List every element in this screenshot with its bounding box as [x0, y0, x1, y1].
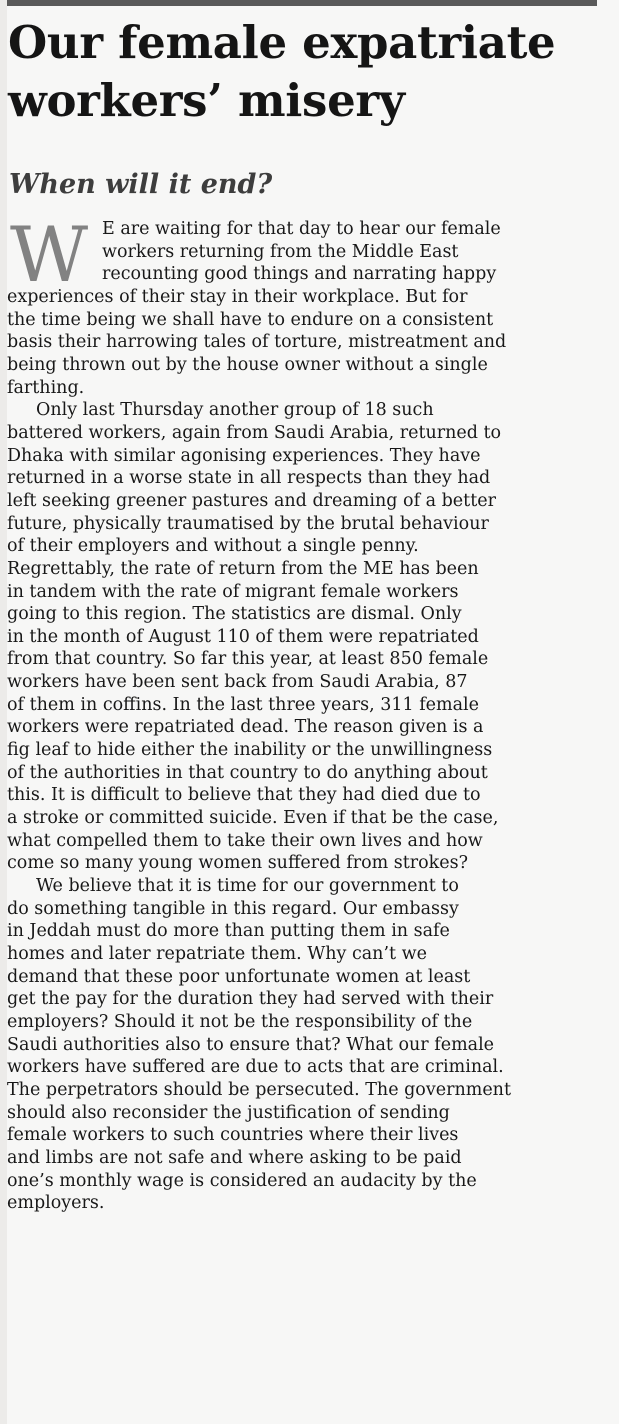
body-line: workers returning from the Middle East [102, 241, 459, 262]
page-margin [0, 0, 7, 1424]
body-line: left seeking greener pastures and dreaming of a better [7, 490, 496, 511]
body-line: of their employers and without a single penny. [7, 536, 419, 557]
body-line: farthing. [7, 377, 85, 398]
body-line: being thrown out by the house owner without a single [7, 354, 488, 375]
body-line: demand that these poor unfortunate women at least [7, 966, 471, 987]
body-line: of the authorities in that country to do anything about [7, 762, 488, 783]
body-line: future, physically traumatised by the brutal behaviour [7, 513, 489, 534]
body-line: what compelled them to take their own lives and how [7, 830, 483, 851]
body-line: this. It is difficult to believe that they had died due to [7, 785, 481, 806]
body-line: and limbs are not safe and where asking to be paid [7, 1147, 462, 1168]
body-line: in the month of August 110 of them were repatriated [7, 626, 479, 647]
body-line: the time being we shall have to endure on a consistent [7, 309, 494, 330]
body-line: should also reconsider the justification of sending [7, 1102, 450, 1123]
body-line: homes and later repatriate them. Why can’t we [7, 944, 427, 964]
body-line: Dhaka with similar agonising experiences. They have [7, 445, 481, 466]
body-line: from that country. So far this year, at least 850 female [7, 649, 489, 670]
body-line: returned in a worse state in all respects than they had [7, 468, 491, 489]
body-line: experiences of their stay in their workplace. But for [7, 286, 468, 307]
drop-cap: W [10, 210, 89, 299]
body-line: workers have been sent back from Saudi Arabia, 87 [7, 672, 468, 693]
body-line: workers have suffered are due to acts that are criminal. [7, 1057, 504, 1078]
body-line: going to this region. The statistics are dismal. Only [7, 604, 462, 625]
body-line: get the pay for the duration they had served with their [7, 989, 494, 1010]
body-line: in tandem with the rate of migrant female workers [7, 581, 459, 602]
body-line: battered workers, again from Saudi Arabia, returned to [7, 422, 502, 443]
body-line: Only last Thursday another group of 18 such [36, 400, 434, 421]
body-line: in Jeddah must do more than putting them in safe [7, 921, 450, 942]
body-line: E are waiting for that day to hear our female [102, 219, 501, 239]
body-line: one’s monthly wage is considered an audacity by the [7, 1170, 477, 1191]
body-line: We believe that it is time for our government to [36, 876, 459, 897]
body-line: do something tangible in this regard. Our embassy [7, 898, 459, 919]
body-line: basis their harrowing tales of torture, mistreatment and [7, 332, 507, 353]
top-rule [7, 0, 597, 6]
body-line: employers. [7, 1193, 105, 1214]
subhead: When will it end? [9, 169, 273, 200]
body-line: workers were repatriated dead. The reason given is a [7, 717, 484, 738]
body-line: recounting good things and narrating happy [102, 264, 497, 285]
body-line: The perpetrators should be persecuted. The government [7, 1079, 511, 1100]
headline: Our female expatriate workers’ misery [8, 16, 556, 127]
body-line: employers? Should it not be the responsibility of the [7, 1011, 473, 1032]
body-line: fig leaf to hide either the inability or the unwillingness [7, 740, 493, 761]
body-line: of them in coffins. In the last three years, 311 female [7, 694, 480, 715]
body-line: come so many young women suffered from strokes? [7, 853, 469, 874]
body-line: female workers to such countries where their lives [7, 1125, 459, 1146]
body-line: Saudi authorities also to ensure that? What our female [7, 1034, 495, 1055]
body-line: Regrettably, the rate of return from the ME has been [7, 558, 479, 579]
body-line: a stroke or committed suicide. Even if that be the case, [7, 808, 499, 829]
article-body [7, 210, 601, 1215]
